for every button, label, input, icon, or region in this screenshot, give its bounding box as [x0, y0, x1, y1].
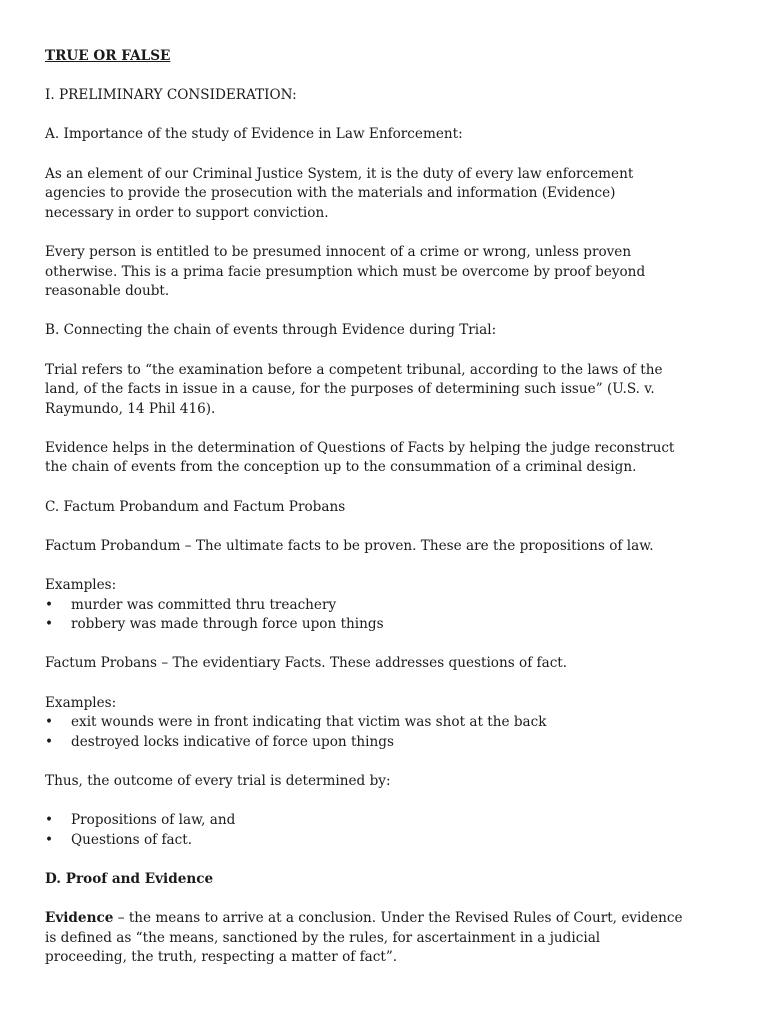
list-item [45, 733, 735, 753]
subheading-c: C. Factum Probandum and Factum Probans [45, 498, 346, 515]
paragraph-line: Trial refers to “the examination before a competent tribunal, according to the laws of the [45, 361, 663, 378]
paragraph-line: the chain of events from the conception up to the consummation of a criminal design. [45, 459, 637, 476]
list-item [45, 831, 735, 851]
list-item [45, 615, 735, 635]
list-item-text: exit wounds were in front indicating that victim was shot at the back [71, 714, 547, 731]
list-item [45, 713, 735, 733]
outcome-list [45, 811, 735, 850]
outcome-intro: Thus, the outcome of every trial is determined by: [45, 772, 391, 789]
paragraph-line: otherwise. This is a prima facie presumption which must be overcome by proof beyond [45, 263, 646, 280]
bullet-icon: • [45, 812, 54, 829]
list-item-text: robbery was made through force upon things [71, 616, 384, 633]
list-item-text: Questions of fact. [71, 831, 193, 848]
paragraph-line: Evidence helps in the determination of Questions of Facts by helping the judge reconstruct [45, 439, 675, 456]
paragraph-b2 [45, 439, 735, 478]
paragraph-line: Every person is entitled to be presumed innocent of a crime or wrong, unless proven [45, 243, 632, 260]
list-item-text: murder was committed thru treachery [71, 596, 337, 613]
paragraph-b1 [45, 361, 735, 420]
paragraph-line: Raymundo, 14 Phil 416). [45, 400, 216, 417]
document-title: TRUE OR FALSE [45, 48, 171, 64]
paragraph-line: reasonable doubt. [45, 283, 170, 300]
paragraph-line: necessary in order to support conviction. [45, 204, 329, 221]
factum-probandum-definition: Factum Probandum – The ultimate facts to be proven. These are the propositions of law. [45, 537, 654, 554]
paragraph-line: agencies to provide the prosecution with the materials and information (Evidence) [45, 185, 616, 202]
subheading-b: B. Connecting the chain of events through Evidence during Trial: [45, 322, 497, 339]
examples-label: Examples: [45, 694, 117, 711]
evidence-term: Evidence [45, 910, 114, 927]
probans-examples-block [45, 694, 735, 753]
document-page [45, 47, 735, 988]
list-item-text: destroyed locks indicative of force upon things [71, 733, 394, 750]
paragraph-line: land, of the facts in issue in a cause, for the purposes of determining such issue” (U.S. v. [45, 381, 655, 398]
bullet-icon: • [45, 733, 54, 750]
paragraph-line: As an element of our Criminal Justice System, it is the duty of every law enforcement [45, 165, 634, 182]
evidence-definition [45, 909, 735, 968]
probandum-examples-block [45, 576, 735, 635]
paragraph-a1 [45, 165, 735, 224]
bullet-icon: • [45, 831, 54, 848]
section-heading-preliminary: I. PRELIMINARY CONSIDERATION: [45, 87, 297, 104]
paragraph-line: is defined as “the means, sanctioned by the rules, for ascertainment in a judicial [45, 929, 601, 946]
examples-label: Examples: [45, 577, 117, 594]
bullet-icon: • [45, 714, 54, 731]
bullet-icon: • [45, 616, 54, 633]
factum-probans-definition: Factum Probans – The evidentiary Facts. These addresses questions of fact. [45, 655, 568, 672]
paragraph-line: proceeding, the truth, respecting a matter of fact”. [45, 949, 398, 966]
list-item [45, 596, 735, 616]
subheading-d: D. Proof and Evidence [45, 870, 214, 887]
list-item-text: Propositions of law, and [71, 812, 236, 829]
paragraph-a2 [45, 243, 735, 302]
evidence-definition-text: – the means to arrive at a conclusion. Under the Revised Rules of Court, evidence [113, 910, 683, 927]
subheading-a: A. Importance of the study of Evidence in Law Enforcement: [45, 126, 463, 143]
bullet-icon: • [45, 596, 54, 613]
list-item [45, 811, 735, 831]
paragraph-line [45, 909, 735, 929]
